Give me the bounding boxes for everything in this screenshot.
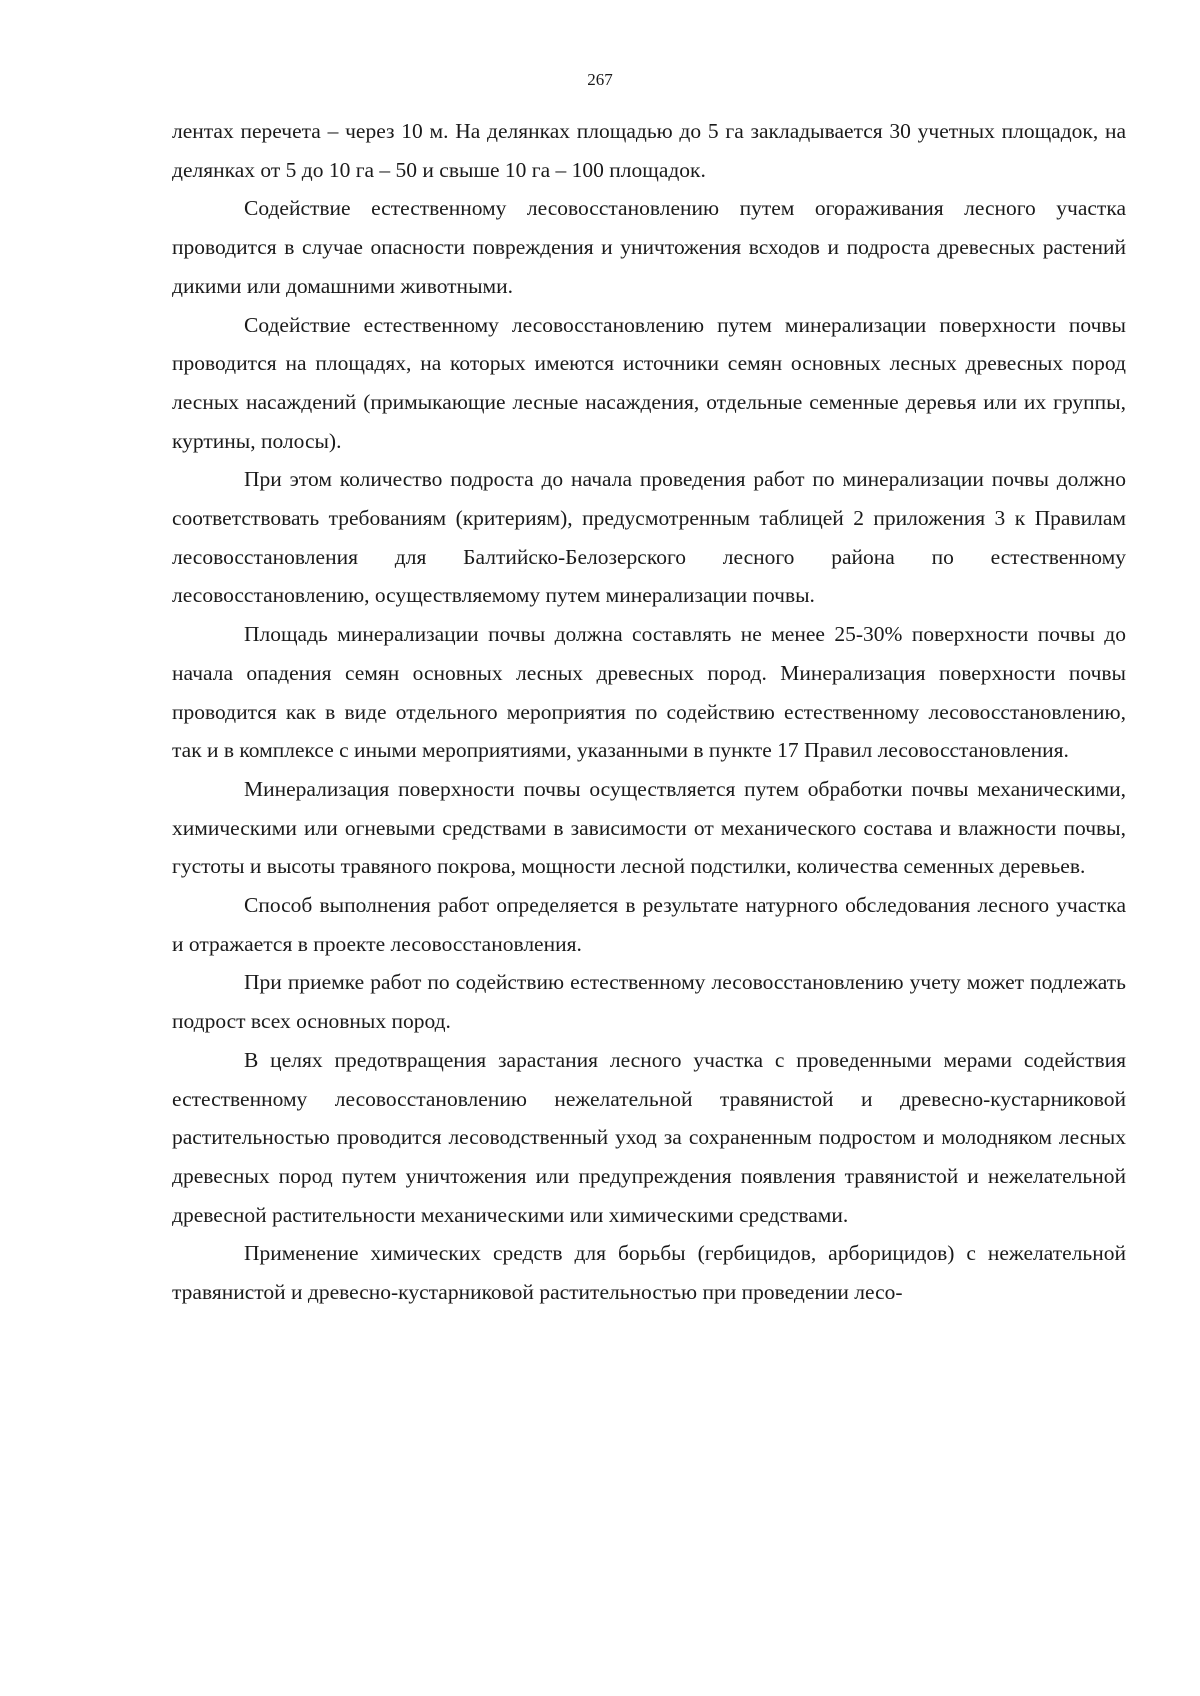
paragraph-mineralization-area: Площадь минерализации почвы должна составлять не менее 25-30% поверхности почвы до начала опадения семян основных лесных древесных пород. Минерализация поверхности почвы проводится как в виде отдельного мероприятия по содействию естественному лесовосстановлению, так и в комплексе с иными мероприятиями, указанными в пункте 17 Правил лесовосстановления.	[172, 622, 1126, 763]
page-number: 267	[587, 70, 613, 89]
paragraph-acceptance: При приемке работ по содействию естественному лесовосстановлению учету может подлежать подрост всех основных пород.	[172, 970, 1126, 1034]
paragraph-undergrowth-requirements: При этом количество подроста до начала проведения работ по минерализации почвы должно соответствовать требованиям (критериям), предусмотренным таблицей 2 приложения 3 к Правилам лесовосстановления для Балтийско-Белозерского лесного района по естественному лесовосстановлению, осуществляемому путем минерализации почвы.	[172, 467, 1126, 608]
paragraph-work-method: Способ выполнения работ определяется в результате натурного обследования лесного участка и отражается в проекте лесовосстановления.	[172, 893, 1126, 956]
paragraph-chemical-means: Применение химических средств для борьбы (гербицидов, арборицидов) с нежелательной травянистой и древесно-кустарниковой растительностью при проведении лесо-	[172, 1241, 1126, 1305]
paragraph-mineralization: Содействие естественному лесовосстановлению путем минерализации поверхности почвы проводится на площадях, на которых имеются источники семян основных лесных древесных пород лесных насаждений (примыкающие лесные насаждения, отдельные семенные деревья или их группы, куртины, полосы).	[172, 312, 1126, 453]
document-body	[172, 112, 1126, 1312]
paragraph-fencing: Содействие естественному лесовосстановлению путем огораживания лесного участка проводится в случае опасности повреждения и уничтожения всходов и подроста древесных растений дикими или домашними животными.	[172, 196, 1126, 298]
paragraph-overgrowth-prevention: В целях предотвращения зарастания лесного участка с проведенными мерами содействия естественному лесовосстановлению нежелательной травянистой и древесно-кустарниковой растительностью проводится лесоводственный уход за сохраненным подростом и молодняком лесных древесных пород путем уничтожения или предупреждения появления травянистой и нежелательной древесной растительности механическими или химическими средствами.	[172, 1047, 1126, 1227]
paragraph-mineralization-methods: Минерализация поверхности почвы осуществляется путем обработки почвы механическими, химическими или огневыми средствами в зависимости от механического состава и влажности почвы, густоты и высоты травяного покрова, мощности лесной подстилки, количества семенных деревьев.	[172, 776, 1126, 879]
paragraph-continuation: лентах перечета – через 10 м. На делянках площадью до 5 га закладывается 30 учетных площадок, на делянках от 5 до 10 га – 50 и свыше 10 га – 100 площадок.	[172, 119, 1126, 182]
